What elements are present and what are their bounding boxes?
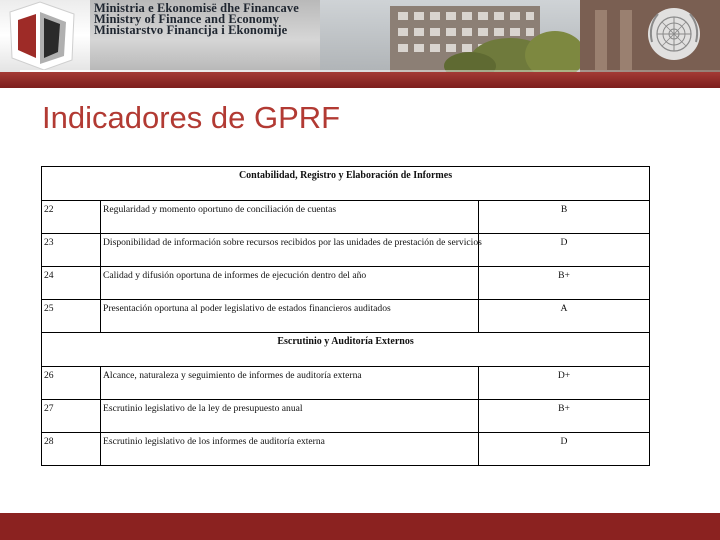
ministry-logo-icon <box>0 0 86 72</box>
indicator-description: Escrutinio legislativo de los informes de auditoría externa <box>101 433 479 466</box>
indicators-table-container <box>41 166 649 466</box>
indicator-number: 28 <box>42 433 101 466</box>
indicator-score: D <box>479 234 650 267</box>
table-row <box>42 433 650 466</box>
section-heading: Escrutinio y Auditoría Externos <box>42 333 650 367</box>
indicator-number: 24 <box>42 267 101 300</box>
indicator-score: B+ <box>479 267 650 300</box>
indicator-score: D+ <box>479 367 650 400</box>
section-header-row <box>42 167 650 201</box>
banner-red-stripe <box>0 72 720 88</box>
indicator-score: D <box>479 433 650 466</box>
indicator-number: 22 <box>42 201 101 234</box>
ministry-name-english: Ministry of Finance and Economy <box>94 12 280 26</box>
page-title: Indicadores de GPRF <box>42 100 341 135</box>
indicator-number: 23 <box>42 234 101 267</box>
indicator-number: 27 <box>42 400 101 433</box>
indicator-description: Alcance, naturaleza y seguimiento de informes de auditoría externa <box>101 367 479 400</box>
table-row <box>42 400 650 433</box>
indicator-description: Disponibilidad de información sobre recursos recibidos por las unidades de prestación de servicios <box>101 234 479 267</box>
section-heading: Contabilidad, Registro y Elaboración de Informes <box>42 167 650 201</box>
section-header-row <box>42 333 650 367</box>
table-row <box>42 234 650 267</box>
indicator-description: Calidad y difusión oportuna de informes de ejecución dentro del año <box>101 267 479 300</box>
indicator-description: Presentación oportuna al poder legislativo de estados financieros auditados <box>101 300 479 333</box>
ministry-name-albanian: Ministria e Ekonomisë dhe Financave <box>94 1 299 15</box>
indicator-number: 25 <box>42 300 101 333</box>
header-banner <box>0 0 720 88</box>
indicator-score: B <box>479 201 650 234</box>
ministry-name-serbian: Ministarstvo Financija i Ekonomije <box>94 23 288 37</box>
table-row <box>42 367 650 400</box>
indicator-number: 26 <box>42 367 101 400</box>
footer-bar <box>0 513 720 540</box>
indicator-score: B+ <box>479 400 650 433</box>
indicator-description: Escrutinio legislativo de la ley de presupuesto anual <box>101 400 479 433</box>
indicator-description: Regularidad y momento oportuno de conciliación de cuentas <box>101 201 479 234</box>
table-row <box>42 267 650 300</box>
table-row <box>42 201 650 234</box>
table-row <box>42 300 650 333</box>
indicators-table <box>41 166 650 466</box>
indicator-score: A <box>479 300 650 333</box>
un-emblem-icon <box>648 8 700 60</box>
ministry-name-block <box>94 3 299 36</box>
